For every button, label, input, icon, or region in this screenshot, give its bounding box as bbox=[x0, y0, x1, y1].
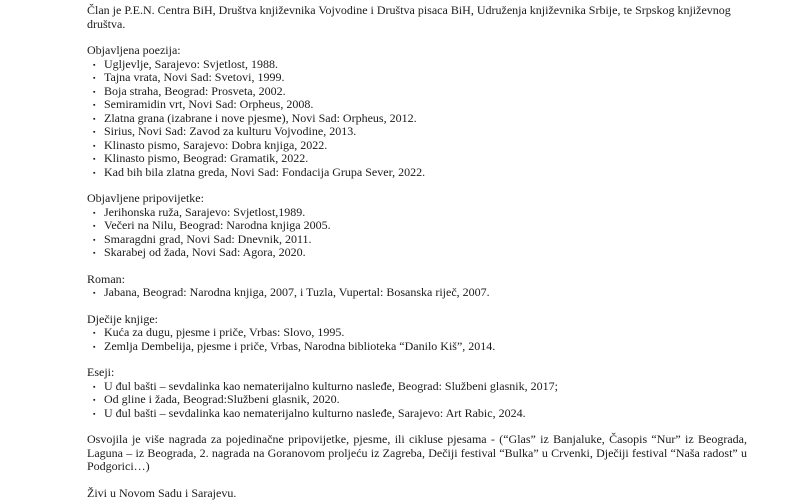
list-item-text: Skarabej od žada, Novi Sad: Agora, 2020. bbox=[104, 245, 306, 259]
bullet-icon: ▪ bbox=[93, 58, 95, 72]
list-item-text: Smaragdni grad, Novi Sad: Dnevnik, 2011. bbox=[104, 232, 312, 246]
section bbox=[87, 44, 747, 179]
bullet-icon: ▪ bbox=[93, 112, 95, 126]
section bbox=[87, 313, 747, 354]
bullet-icon: ▪ bbox=[93, 125, 95, 139]
section-title: Objavljena poezija: bbox=[87, 44, 747, 58]
section bbox=[87, 273, 747, 300]
list-item-text: Kuća za dugu, pjesme i priče, Vrbas: Slovo, 1995. bbox=[104, 325, 344, 339]
list-item-text: Sirius, Novi Sad: Zavod za kulturu Vojvodine, 2013. bbox=[104, 124, 356, 138]
list-item-text: Kad bih bila zlatna greda, Novi Sad: Fondacija Grupa Sever, 2022. bbox=[104, 165, 425, 179]
list-item-text: U đul bašti – sevdalinka kao nematerijalno kulturno nasleđe, Sarajevo: Art Rabic, 2024. bbox=[104, 406, 526, 420]
bullet-icon: ▪ bbox=[93, 152, 95, 166]
section-title: Eseji: bbox=[87, 366, 747, 380]
list-item bbox=[93, 85, 747, 99]
list-item-text: Boja straha, Beograd: Prosveta, 2002. bbox=[104, 84, 286, 98]
list-item bbox=[93, 246, 747, 260]
document-body bbox=[87, 4, 747, 500]
list-item bbox=[93, 98, 747, 112]
bullet-icon: ▪ bbox=[93, 246, 95, 260]
list-item bbox=[93, 139, 747, 153]
section bbox=[87, 192, 747, 260]
list-item bbox=[93, 219, 747, 233]
bullet-icon: ▪ bbox=[93, 71, 95, 85]
section-title: Roman: bbox=[87, 273, 747, 287]
bullet-icon: ▪ bbox=[93, 219, 95, 233]
bullet-list bbox=[87, 58, 747, 180]
section-title: Objavljene pripovijetke: bbox=[87, 192, 747, 206]
bullet-icon: ▪ bbox=[93, 98, 95, 112]
list-item bbox=[93, 125, 747, 139]
awards-paragraph: Osvojila je više nagrada za pojedinačne pripovijetke, pjesme, ili cikluse pjesama - (“Glas” iz Banjaluke, Časopis “Nur” iz Beograda, Laguna – iz Beograda, 2. nagrada na Goranovom proljeću iz Zagreba, Dečiji festival “Bulka” u Crvenki, Dječiji festival “Naša radost” u Podgorici…) bbox=[87, 433, 747, 474]
list-item bbox=[93, 407, 747, 421]
list-item-text: Jerihonska ruža, Sarajevo: Svjetlost,1989. bbox=[104, 205, 305, 219]
bullet-list bbox=[87, 206, 747, 260]
list-item-text: Jabana, Beograd: Narodna knjiga, 2007, i Tuzla, Vupertal: Bosanska riječ, 2007. bbox=[104, 285, 490, 299]
bullet-icon: ▪ bbox=[93, 380, 95, 394]
bullet-list bbox=[87, 326, 747, 353]
list-item bbox=[93, 206, 747, 220]
bullet-list bbox=[87, 286, 747, 300]
residence-paragraph: Živi u Novom Sadu i Sarajevu. bbox=[87, 487, 747, 500]
list-item bbox=[93, 286, 747, 300]
list-item-text: Klinasto pismo, Beograd: Gramatik, 2022. bbox=[104, 151, 308, 165]
bullet-icon: ▪ bbox=[93, 233, 95, 247]
bullet-icon: ▪ bbox=[93, 393, 95, 407]
section-title: Dječije knjige: bbox=[87, 313, 747, 327]
list-item-text: Semiramidin vrt, Novi Sad: Orpheus, 2008. bbox=[104, 97, 313, 111]
list-item-text: Ugljevlje, Sarajevo: Svjetlost, 1988. bbox=[104, 57, 278, 71]
bullet-icon: ▪ bbox=[93, 326, 95, 340]
list-item-text: Zemlja Dembelija, pjesme i priče, Vrbas, Narodna biblioteka “Danilo Kiš”, 2014. bbox=[104, 339, 495, 353]
bullet-icon: ▪ bbox=[93, 206, 95, 220]
membership-paragraph: Član je P.E.N. Centra BiH, Društva književnika Vojvodine i Društva pisaca BiH, Udruženja književnika Srbije, te Srpskog književnog društva. bbox=[87, 4, 747, 31]
section bbox=[87, 366, 747, 420]
list-item-text: Klinasto pismo, Sarajevo: Dobra knjiga, 2022. bbox=[104, 138, 327, 152]
list-item bbox=[93, 152, 747, 166]
bibliography-sections bbox=[87, 44, 747, 420]
list-item-text: U đul bašti – sevdalinka kao nematerijalno kulturno nasleđe, Beograd: Službeni glasnik, 2017; bbox=[104, 379, 558, 393]
bullet-icon: ▪ bbox=[93, 286, 95, 300]
bullet-icon: ▪ bbox=[93, 407, 95, 421]
list-item bbox=[93, 340, 747, 354]
list-item-text: Večeri na Nilu, Beograd: Narodna knjiga 2005. bbox=[104, 218, 331, 232]
list-item bbox=[93, 233, 747, 247]
list-item bbox=[93, 71, 747, 85]
list-item-text: Zlatna grana (izabrane i nove pjesme), Novi Sad: Orpheus, 2012. bbox=[104, 111, 417, 125]
list-item bbox=[93, 326, 747, 340]
bullet-icon: ▪ bbox=[93, 166, 95, 180]
list-item bbox=[93, 380, 747, 394]
bullet-list bbox=[87, 380, 747, 421]
list-item bbox=[93, 58, 747, 72]
bullet-icon: ▪ bbox=[93, 340, 95, 354]
list-item-text: Tajna vrata, Novi Sad: Svetovi, 1999. bbox=[104, 70, 284, 84]
list-item bbox=[93, 393, 747, 407]
list-item bbox=[93, 112, 747, 126]
list-item-text: Od gline i žada, Beograd:Službeni glasnik, 2020. bbox=[104, 392, 340, 406]
list-item bbox=[93, 166, 747, 180]
bullet-icon: ▪ bbox=[93, 139, 95, 153]
bullet-icon: ▪ bbox=[93, 85, 95, 99]
